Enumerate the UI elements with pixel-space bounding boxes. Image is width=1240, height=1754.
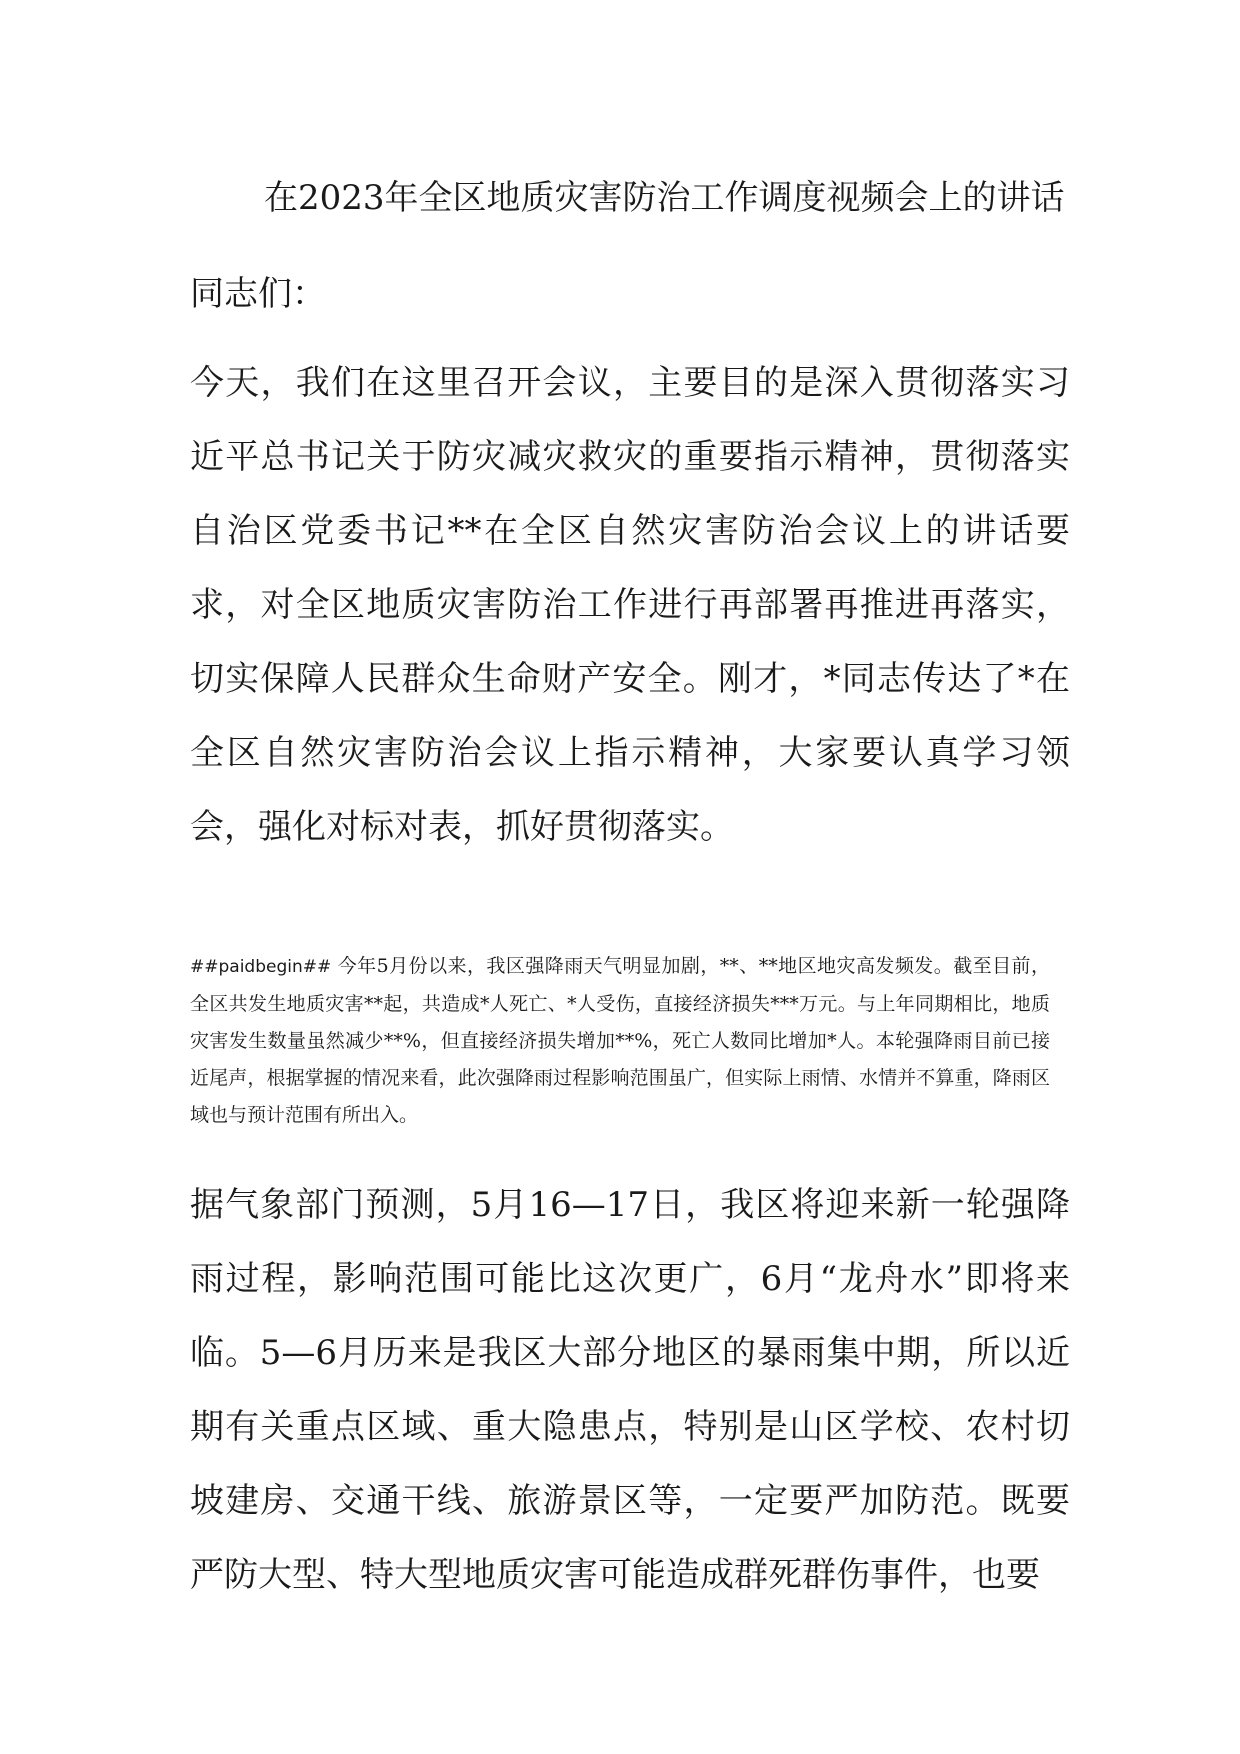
paid-begin-marker: ##paidbegin## <box>190 957 332 977</box>
paragraph-situation <box>190 948 1050 1134</box>
paragraph-situation-text: 今年5月份以来，我区强降雨天气明显加剧，**、**地区地灾高发频发。截至目前，全区共发生地质灾害**起，共造成*人死亡、*人受伤，直接经济损失***万元。与上年同期相比，地质灾害发生数量虽然减少**%，但直接经济损失增加**%，死亡人数同比增加*人。本轮强降雨目前已接近尾声，根据掌握的情况来看，此次强降雨过程影响范围虽广，但实际上雨情、水情并不算重，降雨区域也与预计范围有所出入。 <box>190 955 1050 1126</box>
document-title: 在2023年全区地质灾害防治工作调度视频会上的讲话 <box>264 178 1065 218</box>
paragraph-opening: 今天，我们在这里召开会议，主要目的是深入贯彻落实习近平总书记关于防灾减灾救灾的重要指示精神，贯彻落实自治区党委书记**在全区自然灾害防治会议上的讲话要求，对全区地质灾害防治工作进行再部署再推进再落实，切实保障人民群众生命财产安全。刚才，*同志传达了*在全区自然灾害防治会议上指示精神，大家要认真学习领会，强化对标对表，抓好贯彻落实。 <box>190 363 1070 847</box>
paragraph-forecast: 据气象部门预测，5月16—17日，我区将迎来新一轮强降雨过程，影响范围可能比这次更广，6月“龙舟水”即将来临。5—6月历来是我区大部分地区的暴雨集中期，所以近期有关重点区域、重大隐患点，特别是山区学校、农村切坡建房、交通干线、旅游景区等，一定要严加防范。既要严防大型、特大型地质灾害可能造成群死群伤事件，也要 <box>190 1185 1070 1595</box>
salutation: 同志们： <box>190 274 326 314</box>
